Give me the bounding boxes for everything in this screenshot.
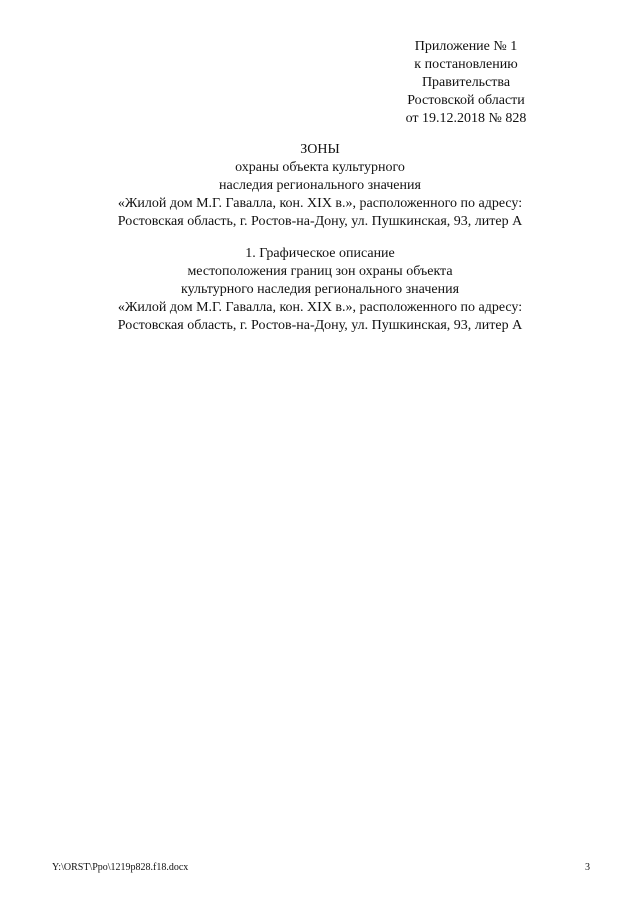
footer-file-path: Y:\ORST\Ppo\1219p828.f18.docx [52,862,189,873]
section-line: Ростовская область, г. Ростов-на-Дону, ул. Пушкинская, 93, литер А [117,318,523,333]
section-line: «Жилой дом М.Г. Гавалла, кон. XIX в.», расположенного по адресу: [117,300,523,315]
appendix-line: Ростовской области [407,93,525,108]
appendix-line: Приложение № 1 [414,39,518,54]
title-line: «Жилой дом М.Г. Гавалла, кон. XIX в.», расположенного по адресу: [117,196,523,211]
footer-page-number: 3 [585,862,590,873]
document-title [0,141,640,231]
appendix-line: к постановлению [414,57,518,72]
title-heading: ЗОНЫ [300,142,340,157]
appendix-line: Правительства [421,75,511,90]
section-line: культурного наследия регионального значения [180,282,460,297]
title-line: охраны объекта культурного [235,160,405,175]
section-heading [0,245,640,335]
title-line: наследия регионального значения [219,178,421,193]
section-line: местоположения границ зон охраны объекта [187,264,453,279]
appendix-line: от 19.12.2018 № 828 [405,111,527,126]
title-line: Ростовская область, г. Ростов-на-Дону, ул. Пушкинская, 93, литер А [117,214,523,229]
section-line: 1. Графическое описание [245,246,395,261]
appendix-header [356,38,576,128]
